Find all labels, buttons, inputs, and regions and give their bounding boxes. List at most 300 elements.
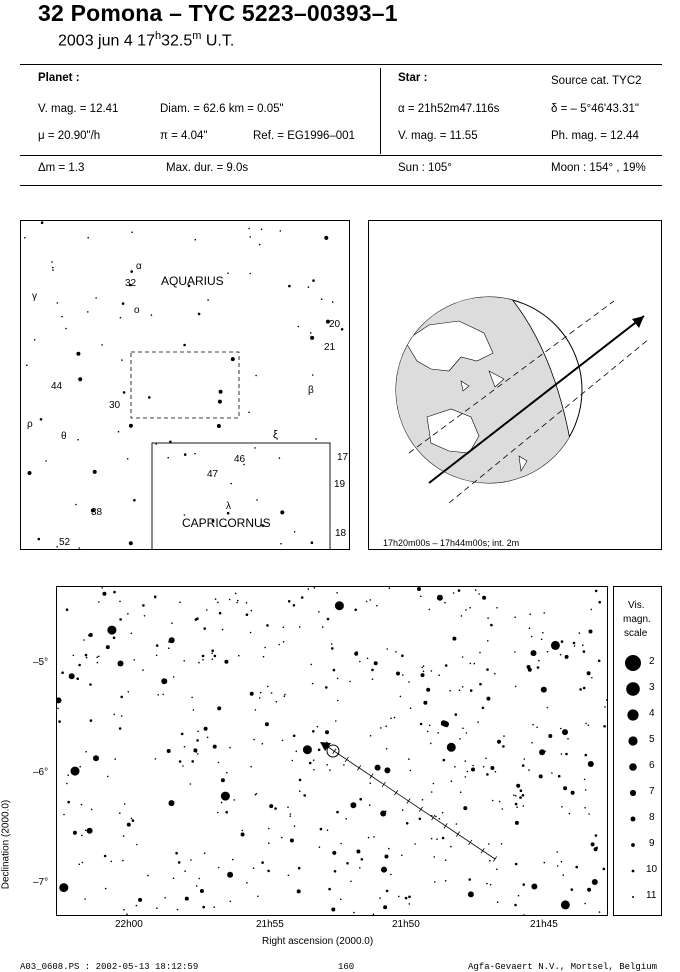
footer-left: A03_0608.PS : 2002-05-13 18:12:59 — [20, 962, 199, 972]
star-dot — [541, 639, 543, 641]
star-dot — [461, 615, 463, 617]
star-dot — [311, 541, 314, 544]
star-dot — [224, 660, 228, 664]
star-dot — [367, 658, 369, 660]
star-dot — [381, 867, 387, 873]
star-dot — [82, 862, 84, 864]
track-tick — [444, 823, 447, 828]
star-dot — [513, 794, 515, 796]
star-dot — [321, 298, 323, 300]
star-dot — [120, 317, 122, 319]
label-21: 21 — [324, 342, 336, 353]
star-dot — [560, 728, 562, 730]
star-dot — [486, 697, 490, 701]
info-top-rule — [20, 64, 662, 65]
star-heading: Star : — [398, 72, 428, 84]
star-dot — [120, 696, 123, 699]
star-dot — [65, 328, 67, 330]
star-source: Source cat. TYC2 — [551, 75, 642, 87]
star-dot — [390, 874, 392, 876]
star-dot — [284, 694, 286, 696]
star-dot — [195, 239, 197, 241]
track-tick — [394, 790, 397, 795]
star-dot — [179, 760, 182, 763]
star-dot — [531, 884, 537, 890]
star-dot — [61, 316, 63, 318]
label-gamma: γ — [32, 291, 37, 302]
star-dot — [409, 903, 411, 905]
star-dot — [250, 632, 252, 634]
star-dot — [547, 651, 549, 653]
legend-label-8: 8 — [649, 812, 655, 823]
ytick-5: –5° — [33, 657, 49, 668]
star-dot — [325, 730, 329, 734]
star-dot — [591, 677, 593, 679]
star-dot — [191, 697, 193, 699]
star-dot — [183, 344, 186, 347]
star-dot — [560, 654, 562, 656]
star-dot — [88, 634, 91, 637]
star-dot — [478, 593, 480, 595]
star-dot — [373, 914, 375, 916]
star-dot — [515, 795, 517, 797]
star-dot — [371, 669, 374, 672]
star-dot — [322, 626, 324, 628]
star-dot — [190, 859, 192, 861]
star-dot — [383, 905, 387, 909]
star-dot — [401, 855, 403, 857]
star-dot — [442, 812, 444, 814]
star-dot — [260, 692, 262, 694]
star-dot — [369, 804, 371, 806]
star-dot — [246, 882, 248, 884]
star-dot — [255, 375, 257, 377]
star-dot — [532, 724, 534, 726]
star-dot — [151, 314, 153, 316]
star-dot — [129, 424, 133, 428]
star-dot — [113, 714, 115, 716]
star-dot — [595, 847, 598, 850]
star-dot — [502, 808, 504, 810]
star-dot — [265, 722, 269, 726]
star-dot — [126, 913, 128, 915]
detail-stars — [57, 587, 607, 915]
label-aquarius: AQUARIUS — [161, 274, 224, 288]
star-dot — [67, 801, 70, 804]
star-dot — [257, 896, 259, 898]
star-dot — [349, 681, 351, 683]
star-dot — [340, 843, 342, 845]
star-dot — [221, 792, 230, 801]
star-dot — [522, 794, 525, 797]
star-dot — [226, 772, 228, 774]
star-dot — [200, 889, 204, 893]
min-sup: m — [192, 30, 202, 42]
star-dot — [105, 888, 107, 890]
star-dot — [346, 862, 349, 865]
star-dot — [287, 806, 289, 808]
star-dot — [196, 885, 198, 887]
star-dot — [438, 674, 440, 676]
star-dot — [465, 776, 467, 778]
legend-dot-2 — [625, 655, 641, 671]
star-dot — [101, 587, 103, 589]
page-title: 32 Pomona – TYC 5223–00393–1 — [38, 0, 398, 26]
star-dot — [144, 615, 146, 617]
star-dot — [77, 439, 79, 441]
star-dot — [359, 798, 362, 801]
star-dot — [97, 662, 99, 664]
star-dot — [462, 686, 464, 688]
star-dot — [456, 823, 458, 825]
star-dot — [293, 735, 296, 738]
star-dot — [561, 753, 563, 755]
label-o: o — [134, 305, 140, 316]
info-bottom-rule — [20, 185, 662, 186]
star-dot — [551, 772, 553, 774]
star-dot — [308, 588, 310, 590]
star-dot — [340, 899, 342, 901]
star-dot — [78, 377, 82, 381]
star-dot — [486, 773, 489, 776]
star-dot — [81, 804, 83, 806]
star-dot — [341, 328, 344, 331]
ytick-7: –7° — [33, 877, 49, 888]
label-xi: ξ — [273, 429, 278, 441]
star-dot — [310, 336, 314, 340]
star-dot — [197, 753, 199, 755]
star-dot — [385, 855, 389, 859]
star-dot — [335, 720, 337, 722]
star-dot — [410, 707, 412, 709]
legend-label-6: 6 — [649, 760, 655, 771]
star-dot — [58, 720, 61, 723]
legend-label-10: 10 — [646, 864, 658, 875]
star-dot — [202, 659, 204, 661]
star-dot — [538, 660, 540, 662]
delta-mag: Δm = 1.3 — [38, 162, 85, 174]
legend-label-9: 9 — [649, 838, 655, 849]
legend-dot-4 — [627, 709, 638, 720]
star-dot — [251, 610, 253, 612]
star-dot — [131, 633, 133, 635]
star-dot — [423, 701, 427, 705]
star-dot — [230, 901, 232, 903]
label-47: 47 — [207, 469, 219, 480]
star-dot — [196, 739, 199, 742]
label-52: 52 — [59, 537, 71, 548]
star-dot — [422, 799, 424, 801]
star-dot — [104, 855, 107, 858]
star-delta: δ = – 5°46'43.31" — [551, 103, 639, 115]
star-dot — [492, 800, 494, 802]
star-dot — [191, 760, 194, 763]
star-dot — [184, 746, 186, 748]
star-dot — [71, 767, 80, 776]
planet-pi: π = 4.04" — [160, 130, 208, 142]
label-beta: β — [308, 385, 314, 396]
star-dot — [93, 755, 99, 761]
star-dot — [376, 605, 378, 607]
star-dot — [57, 302, 59, 304]
star-dot — [28, 471, 32, 475]
star-dot — [419, 818, 422, 821]
star-dot — [417, 587, 421, 591]
star-dot — [490, 766, 494, 770]
track-tick — [345, 757, 348, 762]
star-dot — [63, 814, 65, 816]
star-dot — [288, 600, 291, 603]
star-dot — [237, 600, 239, 602]
star-dot — [442, 837, 445, 840]
label-18: 18 — [335, 528, 347, 539]
star-dot — [294, 531, 296, 533]
label-32: 32 — [125, 278, 137, 289]
star-dot — [56, 546, 58, 548]
star-dot — [475, 589, 477, 591]
star-dot — [497, 901, 499, 903]
star-dot — [557, 865, 559, 867]
star-dot — [561, 640, 564, 643]
star-dot — [246, 613, 249, 616]
star-dot — [389, 587, 391, 589]
star-dot — [370, 599, 372, 601]
star-dot — [421, 667, 423, 669]
star-dot — [215, 598, 217, 600]
star-dot — [197, 731, 199, 733]
star-dot — [175, 852, 178, 855]
star-dot — [470, 663, 472, 665]
star-dot — [482, 596, 486, 600]
legend-dot-7 — [630, 790, 636, 796]
star-dot — [486, 668, 489, 671]
star-dot — [592, 879, 598, 885]
star-dot — [468, 878, 471, 881]
legend-label-2: 2 — [649, 656, 655, 667]
star-dot — [486, 883, 488, 885]
star-dot — [452, 637, 456, 641]
star-dot — [227, 272, 229, 274]
star-dot — [465, 609, 467, 611]
star-dot — [86, 657, 88, 659]
star-dot — [408, 758, 410, 760]
xtick-21h45: 21h45 — [530, 919, 558, 930]
star-dot — [213, 906, 215, 908]
track-tick — [493, 857, 496, 862]
star-dot — [259, 697, 261, 699]
star-dot — [261, 229, 263, 231]
detail-chart-svg — [57, 587, 607, 915]
star-dot — [429, 725, 431, 727]
star-dot — [310, 332, 312, 334]
star-dot — [207, 737, 209, 739]
star-dot — [142, 669, 144, 671]
star-dot — [267, 686, 269, 688]
star-dot — [157, 694, 159, 696]
star-dot — [414, 843, 416, 845]
star-dot — [268, 828, 270, 830]
info-mid-rule — [20, 155, 662, 156]
star-dot — [591, 842, 595, 846]
star-dot — [249, 236, 251, 238]
star-dot — [196, 617, 199, 620]
star-dot — [217, 812, 219, 814]
star-dot — [294, 825, 296, 827]
star-dot — [250, 766, 252, 768]
star-dot — [259, 244, 261, 246]
star-dot — [253, 867, 255, 869]
star-dot — [516, 806, 518, 808]
ytick-6: –6° — [33, 767, 49, 778]
star-dot — [211, 649, 214, 652]
star-dot — [574, 645, 576, 647]
star-vmag: V. mag. = 11.55 — [398, 130, 478, 142]
star-dot — [127, 823, 131, 827]
star-dot — [179, 601, 181, 603]
star-dot — [309, 762, 312, 765]
star-dot — [529, 613, 531, 615]
star-dot — [318, 749, 321, 752]
star-dot — [123, 909, 125, 911]
star-dot — [588, 813, 590, 815]
star-dot — [318, 611, 320, 613]
star-dot — [290, 813, 292, 815]
star-dot — [123, 835, 125, 837]
star-dot — [313, 759, 315, 761]
legend-dot-6 — [629, 763, 637, 771]
star-dot — [181, 733, 184, 736]
star-dot — [261, 861, 264, 864]
detail-chart — [56, 586, 608, 916]
star-dot — [354, 609, 357, 612]
star-dot — [198, 878, 200, 880]
star-dot — [51, 261, 53, 263]
star-dot — [233, 799, 235, 801]
star-dot — [336, 811, 339, 814]
star-dot — [450, 846, 452, 848]
star-dot — [583, 650, 586, 653]
legend-label-5: 5 — [649, 734, 655, 745]
star-dot — [543, 612, 545, 614]
planet-ref: Ref. = EG1996–001 — [253, 130, 355, 142]
star-dot — [447, 743, 456, 752]
star-dot — [544, 862, 546, 864]
star-dot — [177, 909, 179, 911]
star-dot — [479, 652, 481, 654]
star-dot — [278, 644, 280, 646]
star-dot — [40, 418, 43, 421]
star-dot — [423, 671, 425, 673]
label-20: 20 — [329, 319, 341, 330]
star-dot — [136, 905, 138, 907]
ylabel: Declination (2000.0) — [0, 799, 12, 890]
star-dot — [406, 822, 409, 825]
star-dot — [317, 726, 319, 728]
star-dot — [402, 674, 404, 676]
star-dot — [368, 837, 370, 839]
star-dot — [386, 648, 388, 650]
star-dot — [147, 875, 149, 877]
star-dot — [598, 660, 601, 663]
star-dot — [131, 231, 133, 233]
date-text: 2003 jun 4 17 — [58, 32, 155, 50]
star-dot — [213, 745, 217, 749]
star-dot — [52, 269, 54, 271]
star-dot — [111, 861, 113, 863]
star-dot — [585, 754, 588, 757]
track-arrow — [632, 316, 644, 328]
star-dot — [463, 806, 467, 810]
overview-map — [20, 220, 350, 550]
star-dot — [231, 357, 235, 361]
legend-dot-5 — [628, 736, 637, 745]
star-dot — [544, 751, 546, 753]
star-dot — [558, 775, 561, 778]
star-dot — [256, 499, 258, 501]
star-dot — [66, 608, 69, 611]
star-dot — [219, 612, 222, 615]
star-dot — [292, 760, 294, 762]
star-dot — [87, 828, 93, 834]
star-dot — [118, 661, 124, 667]
star-dot — [45, 460, 47, 462]
star-dot — [169, 637, 175, 643]
star-dot — [225, 811, 228, 814]
star-dot — [589, 630, 593, 634]
star-dot — [34, 339, 36, 341]
star-dot — [133, 499, 136, 502]
star-dot — [514, 651, 516, 653]
star-dot — [490, 624, 493, 627]
star-dot — [490, 884, 492, 886]
star-dot — [588, 761, 594, 767]
star-dot — [254, 447, 256, 449]
legend-title-3: scale — [624, 628, 648, 639]
star-dot — [217, 424, 221, 428]
star-dot — [136, 844, 138, 846]
star-dot — [379, 897, 381, 899]
star-dot — [384, 767, 390, 773]
star-dot — [173, 878, 175, 880]
star-dot — [73, 831, 77, 835]
star-dot — [515, 821, 519, 825]
star-dot — [575, 866, 578, 869]
star-dot — [184, 453, 187, 456]
star-dot — [489, 860, 491, 862]
star-dot — [133, 659, 135, 661]
star-dot — [38, 538, 41, 541]
star-dot — [325, 686, 328, 689]
star-dot — [433, 856, 435, 858]
star-dot — [85, 751, 87, 753]
star-dot — [156, 644, 159, 647]
track-tick — [370, 774, 373, 779]
star-dot — [366, 601, 368, 603]
star-dot — [221, 778, 225, 782]
star-dot — [537, 666, 540, 669]
star-dot — [79, 864, 81, 866]
star-dot — [289, 815, 291, 817]
star-dot — [595, 834, 598, 837]
star-dot — [168, 647, 170, 649]
star-dot — [279, 457, 281, 459]
star-dot — [198, 662, 200, 664]
star-dot — [154, 597, 156, 599]
star-dot — [85, 654, 88, 657]
star-dot — [380, 811, 386, 817]
star-dot — [193, 709, 195, 711]
star-dot — [482, 707, 485, 710]
